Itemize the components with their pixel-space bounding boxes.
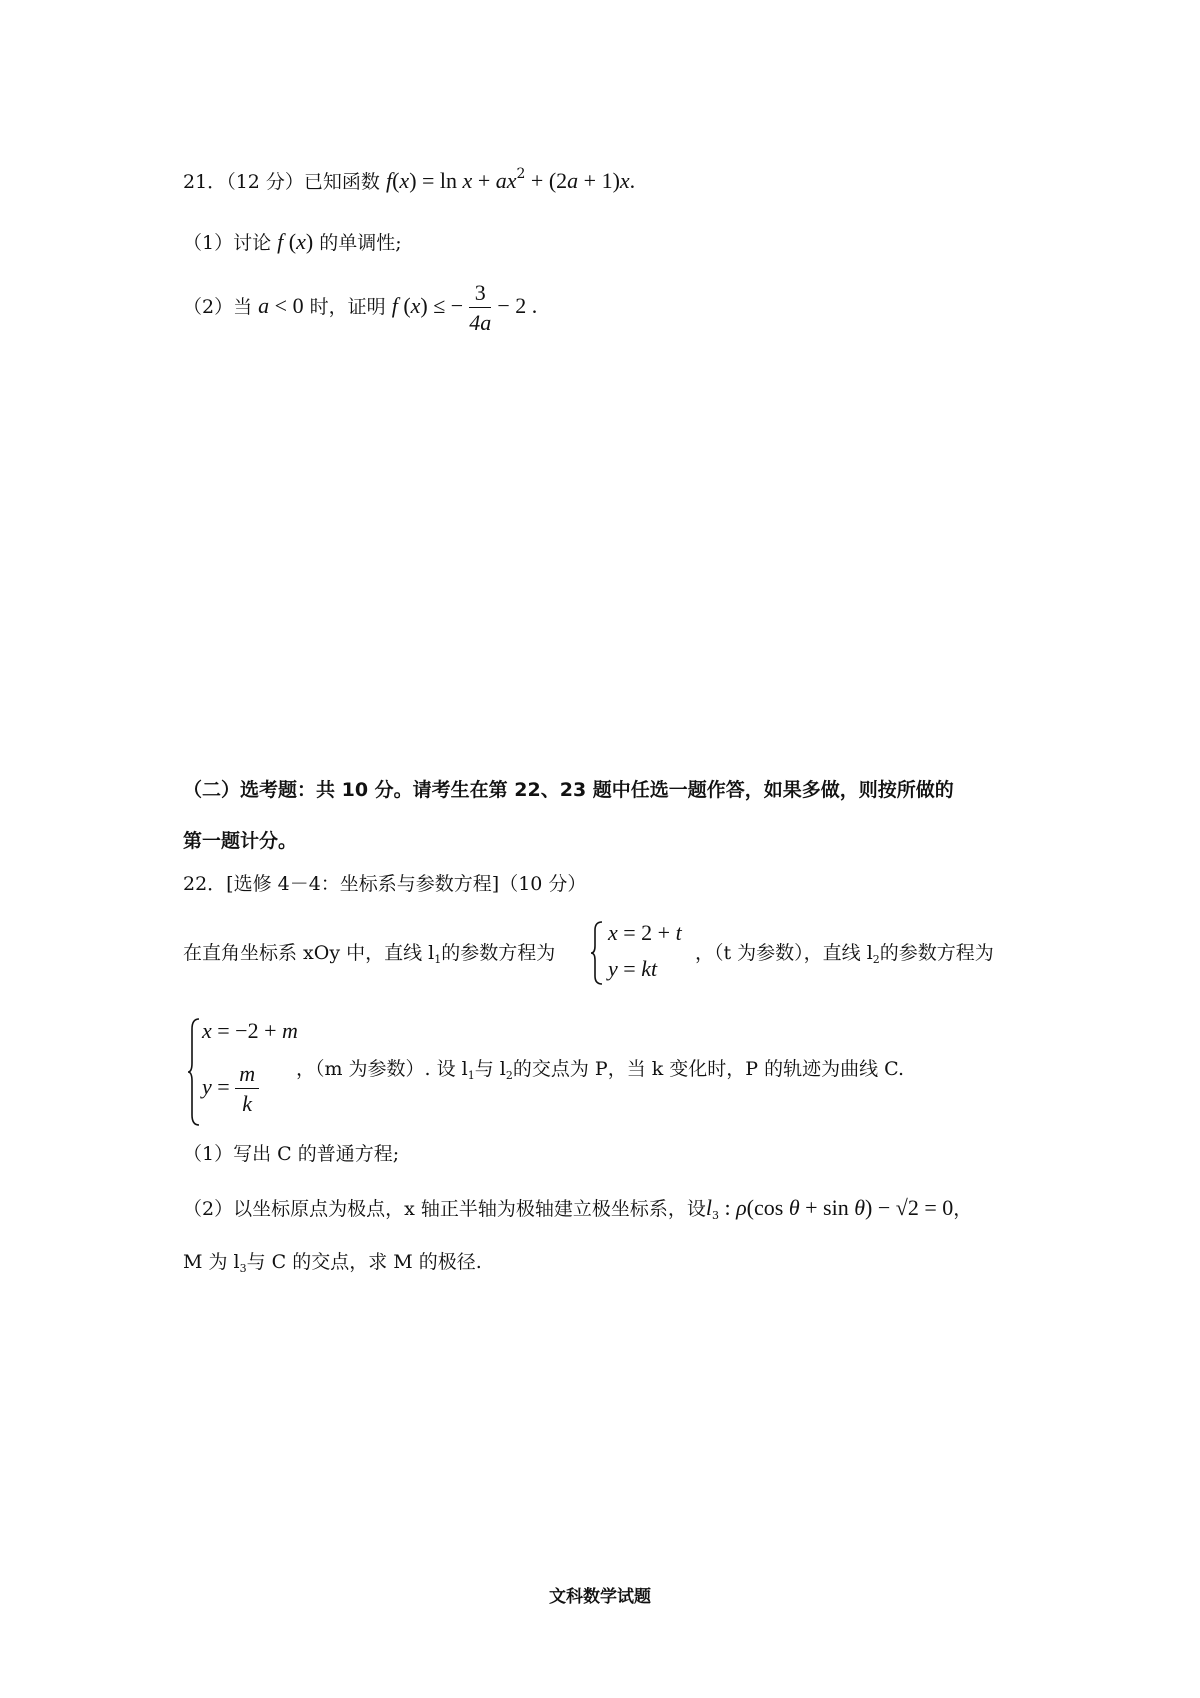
q21-part2-text-a: 当 <box>233 296 253 318</box>
q22-l2-eq2: y = $\frac{m}{k}$ <box>202 1063 259 1115</box>
q21-fraction: $\frac{3}{4a}$ <box>469 280 492 335</box>
q22-l1-eq1: x = 2 + t <box>608 920 682 945</box>
q22-header: 22．[选修 4－4：坐标系与参数方程]（10 分） <box>183 873 587 895</box>
q22-part2: （2）以坐标原点为极点，x 轴正半轴为极轴建立极坐标系，设$l_3$ : ρ(cos θ + sin θ) − √2 = 0， <box>183 1195 973 1222</box>
q21-line: 21．（12 分）已知函数 $f(x) = \ln x + ax^2 + (2a + 1)x$. <box>183 166 636 193</box>
q22-l2-eq1: x = −2 + m <box>202 1018 298 1043</box>
q21-part2: （2）当 a < 0 时，证明 f (x) ≤ − $\frac{3}{4a}$ − 2 . <box>183 280 538 335</box>
q21-part1-label: （1） <box>183 232 234 254</box>
q21-formula: f <box>385 168 393 193</box>
q22-line1-text: 在直角坐标系 xOy 中，直线 $l_1$的参数方程为 <box>183 942 556 966</box>
section-heading-line1: （二）选考题：共 10 分。请考生在第 22、23 题中任选一题作答，如果多做，则按所做的 <box>183 779 954 801</box>
q22-line2-text: ，（m 为参数）. 设 $l_1$与 $l_2$的交点为 P，当 k 变化时，P 的轨迹为曲线 C. <box>296 1058 905 1082</box>
q22-l1-eq2: y = kt <box>608 956 658 981</box>
left-brace-l1 <box>590 920 604 986</box>
q21-part1-text: 讨论 <box>233 232 272 254</box>
q22-part2-cont: M 为 $l_3$与 C 的交点，求 M 的极径. <box>183 1251 482 1275</box>
q21-score: （12 分） <box>226 171 304 193</box>
q21-number: 21． <box>183 171 227 193</box>
q21-part1-tail: 的单调性; <box>319 232 402 254</box>
page-footer: 文科数学试题 <box>549 1587 651 1607</box>
q21-part2-text-b: 时，证明 <box>309 296 386 318</box>
q21-intro: 已知函数 <box>303 171 380 193</box>
q22-part1: （1）写出 C 的普通方程; <box>183 1143 400 1165</box>
q21-part2-label: （2） <box>183 296 234 318</box>
q21-part1: （1）讨论 f (x) 的单调性; <box>183 229 402 254</box>
q22-line1-tail: ，（t 为参数），直线 $l_2$的参数方程为 <box>695 942 994 966</box>
left-brace-l2 <box>187 1017 201 1127</box>
section-heading-line2: 第一题计分。 <box>183 830 298 852</box>
